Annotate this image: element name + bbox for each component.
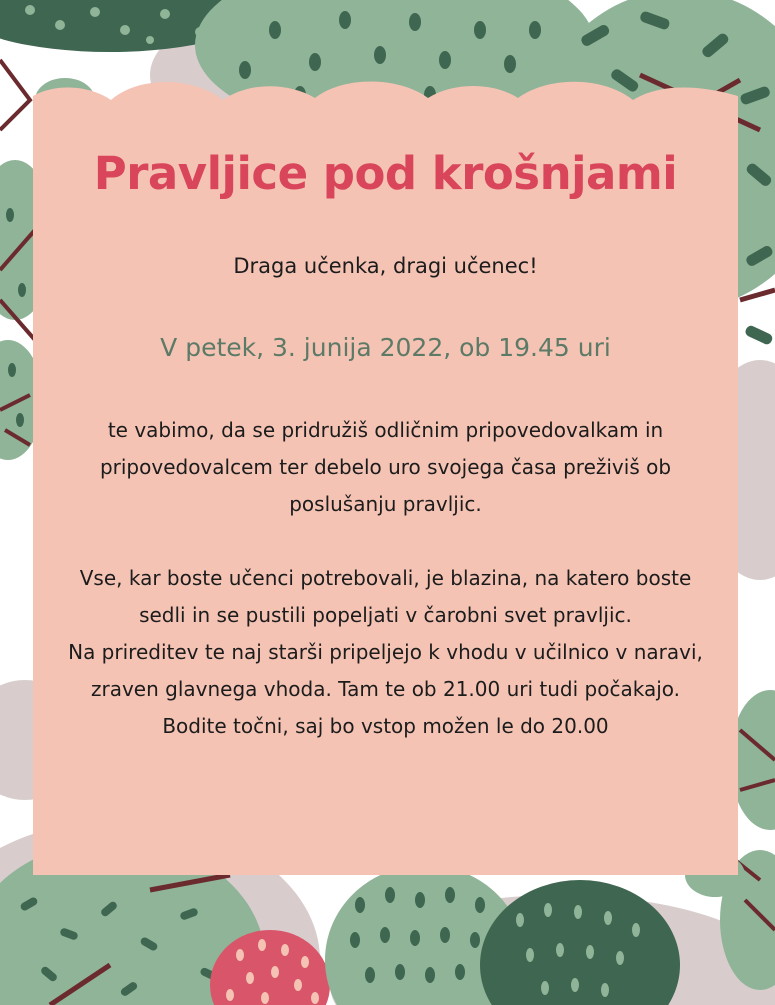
greeting-text: Draga učenka, dragi učenec! xyxy=(233,254,538,278)
invitation-title: Pravljice pod krošnjami xyxy=(93,147,678,200)
invitation-paragraph: Vse, kar boste učenci potrebovali, je blazina, na katero boste sedli in se pustili popeljati v čarobni svet pravljic. xyxy=(79,566,692,627)
invitation-body xyxy=(63,412,708,745)
invitation-card xyxy=(33,78,738,875)
invitation-paragraph: te vabimo, da se pridružiš odličnim pripovedovalkam in pripovedovalcem ter debelo uro svojega časa preživiš ob poslušanju pravljic. xyxy=(99,418,672,516)
event-date: V petek, 3. junija 2022, ob 19.45 uri xyxy=(160,333,611,362)
invitation-paragraph: Na prireditev te naj starši pripeljejo k vhodu v učilnico v naravi, zraven glavnega vhoda. Tam te ob 21.00 uri tudi počakajo. xyxy=(68,640,703,701)
invitation-paragraph: Bodite točni, saj bo vstop možen le do 20.00 xyxy=(162,714,609,738)
paragraph-gap xyxy=(63,523,708,560)
